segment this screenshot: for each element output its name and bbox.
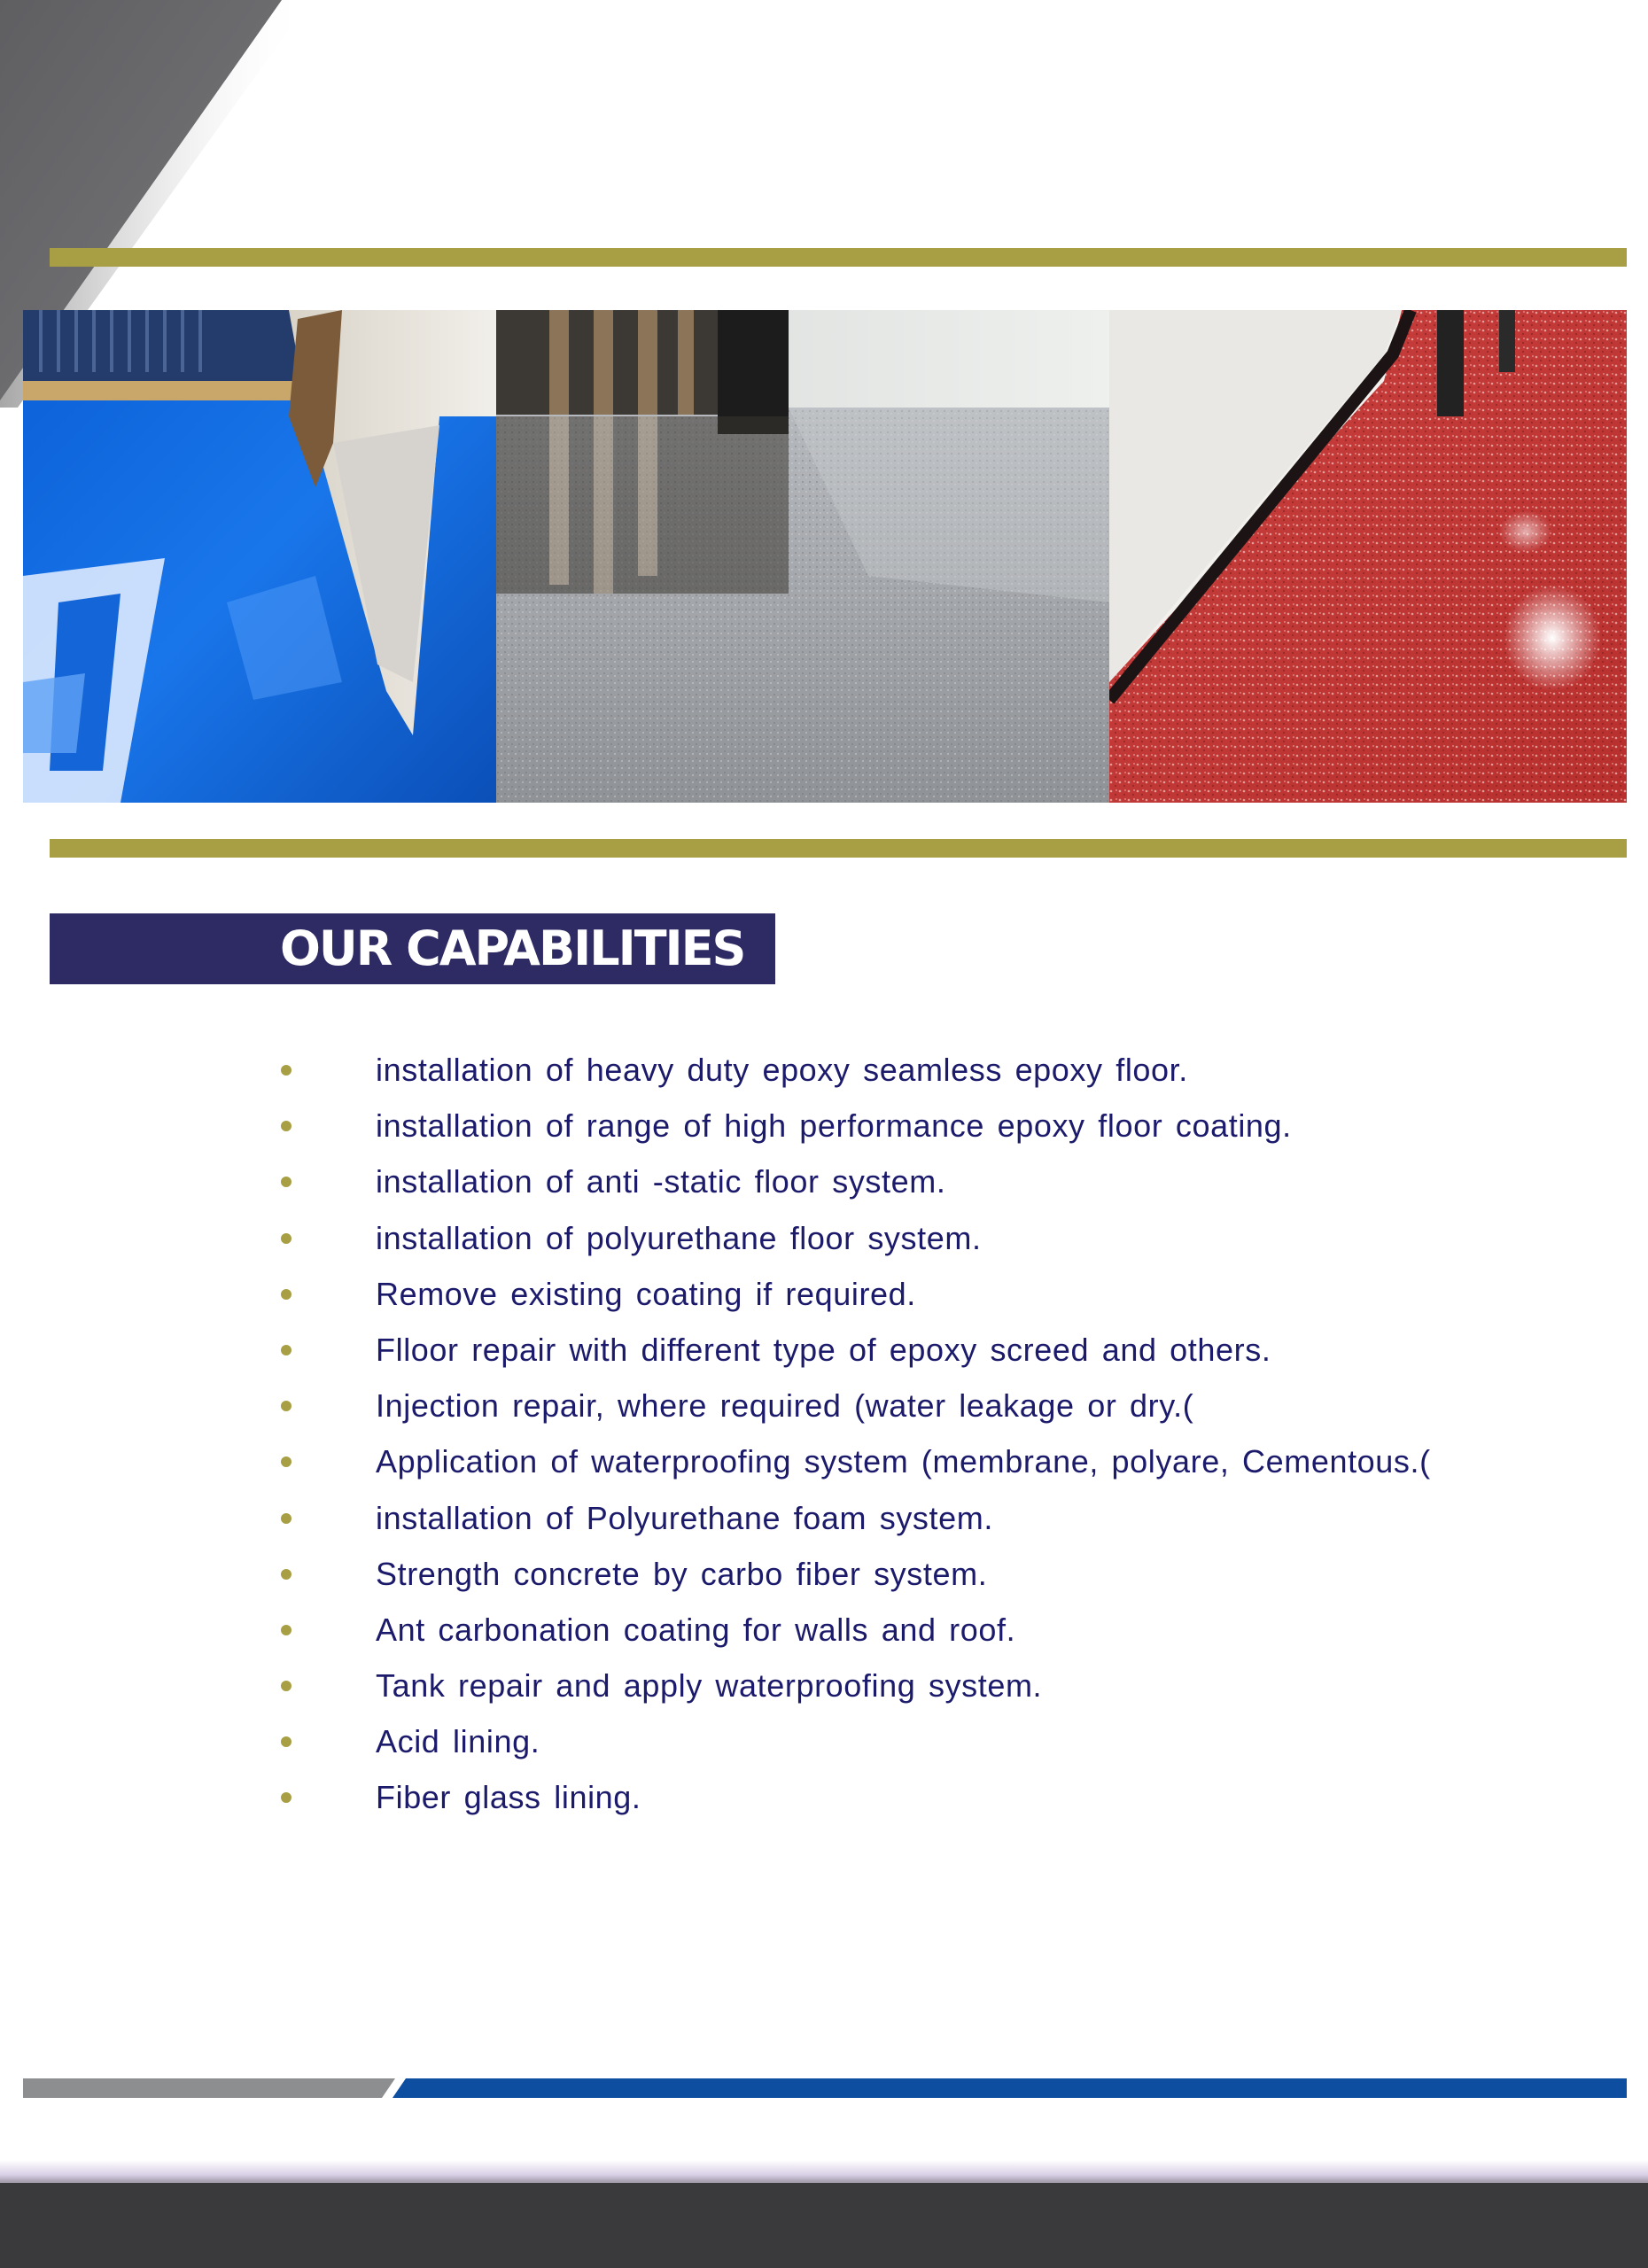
bullet-icon (281, 1289, 292, 1300)
bottom-stripe (23, 2078, 1627, 2098)
list-item-text: Ant carbonation coating for walls and roof. (376, 1611, 1016, 1648)
list-item-text: Application of waterproofing system (membrane, polyare, Cementous.( (376, 1443, 1431, 1480)
list-item-text: installation of range of high performance epoxy floor coating. (376, 1107, 1292, 1145)
list-item-text: installation of anti -static floor system. (376, 1163, 946, 1200)
capabilities-list (275, 1044, 1559, 1828)
list-item-text: installation of polyurethane floor system. (376, 1219, 982, 1256)
list-item (275, 1771, 1559, 1827)
photo-strip (23, 310, 1627, 803)
list-item (275, 1099, 1559, 1155)
list-item-text: installation of heavy duty epoxy seamless epoxy floor. (376, 1052, 1188, 1088)
red-flake-floor-image (1109, 310, 1627, 803)
bullet-icon (281, 1513, 292, 1524)
bullet-icon (281, 1233, 292, 1244)
list-item (275, 1604, 1559, 1659)
list-item (275, 1659, 1559, 1715)
list-item-text: Remove existing coating if required. (376, 1275, 916, 1312)
list-item (275, 1212, 1559, 1268)
capabilities-heading-bar (50, 913, 775, 984)
list-item (275, 1379, 1559, 1435)
list-item-text: Flloor repair with different type of epoxy screed and others. (376, 1331, 1271, 1368)
list-item-text: Strength concrete by carbo fiber system. (376, 1555, 988, 1592)
list-item (275, 1155, 1559, 1211)
bullet-icon (281, 1736, 292, 1747)
list-item (275, 1715, 1559, 1771)
bullet-icon (281, 1681, 292, 1691)
bullet-icon (281, 1177, 292, 1187)
grey-epoxy-floor-image (496, 310, 1109, 803)
footer-bar (0, 2183, 1648, 2268)
bullet-icon (281, 1569, 292, 1580)
top-divider-bar (50, 248, 1627, 267)
bullet-icon (281, 1401, 292, 1411)
footer-fade (0, 2160, 1648, 2185)
list-item (275, 1324, 1559, 1379)
bullet-icon (281, 1625, 292, 1635)
list-item (275, 1044, 1559, 1099)
list-item-text: Injection repair, where required (water leakage or dry.( (376, 1387, 1194, 1425)
list-item (275, 1492, 1559, 1548)
bullet-icon (281, 1456, 292, 1467)
list-item-text: installation of Polyurethane foam system. (376, 1499, 993, 1536)
list-item-text: Fiber glass lining. (376, 1779, 641, 1816)
bullet-icon (281, 1121, 292, 1131)
list-item (275, 1435, 1559, 1491)
list-item-text: Acid lining. (376, 1723, 540, 1760)
capabilities-heading: OUR CAPABILITIES (280, 920, 745, 976)
bullet-icon (281, 1792, 292, 1803)
list-item (275, 1268, 1559, 1324)
blue-epoxy-floor-image (23, 310, 496, 803)
list-item (275, 1548, 1559, 1604)
middle-divider-bar (50, 839, 1627, 858)
list-item-text: Tank repair and apply waterproofing system. (376, 1667, 1043, 1705)
bullet-icon (281, 1345, 292, 1355)
bullet-icon (281, 1065, 292, 1076)
